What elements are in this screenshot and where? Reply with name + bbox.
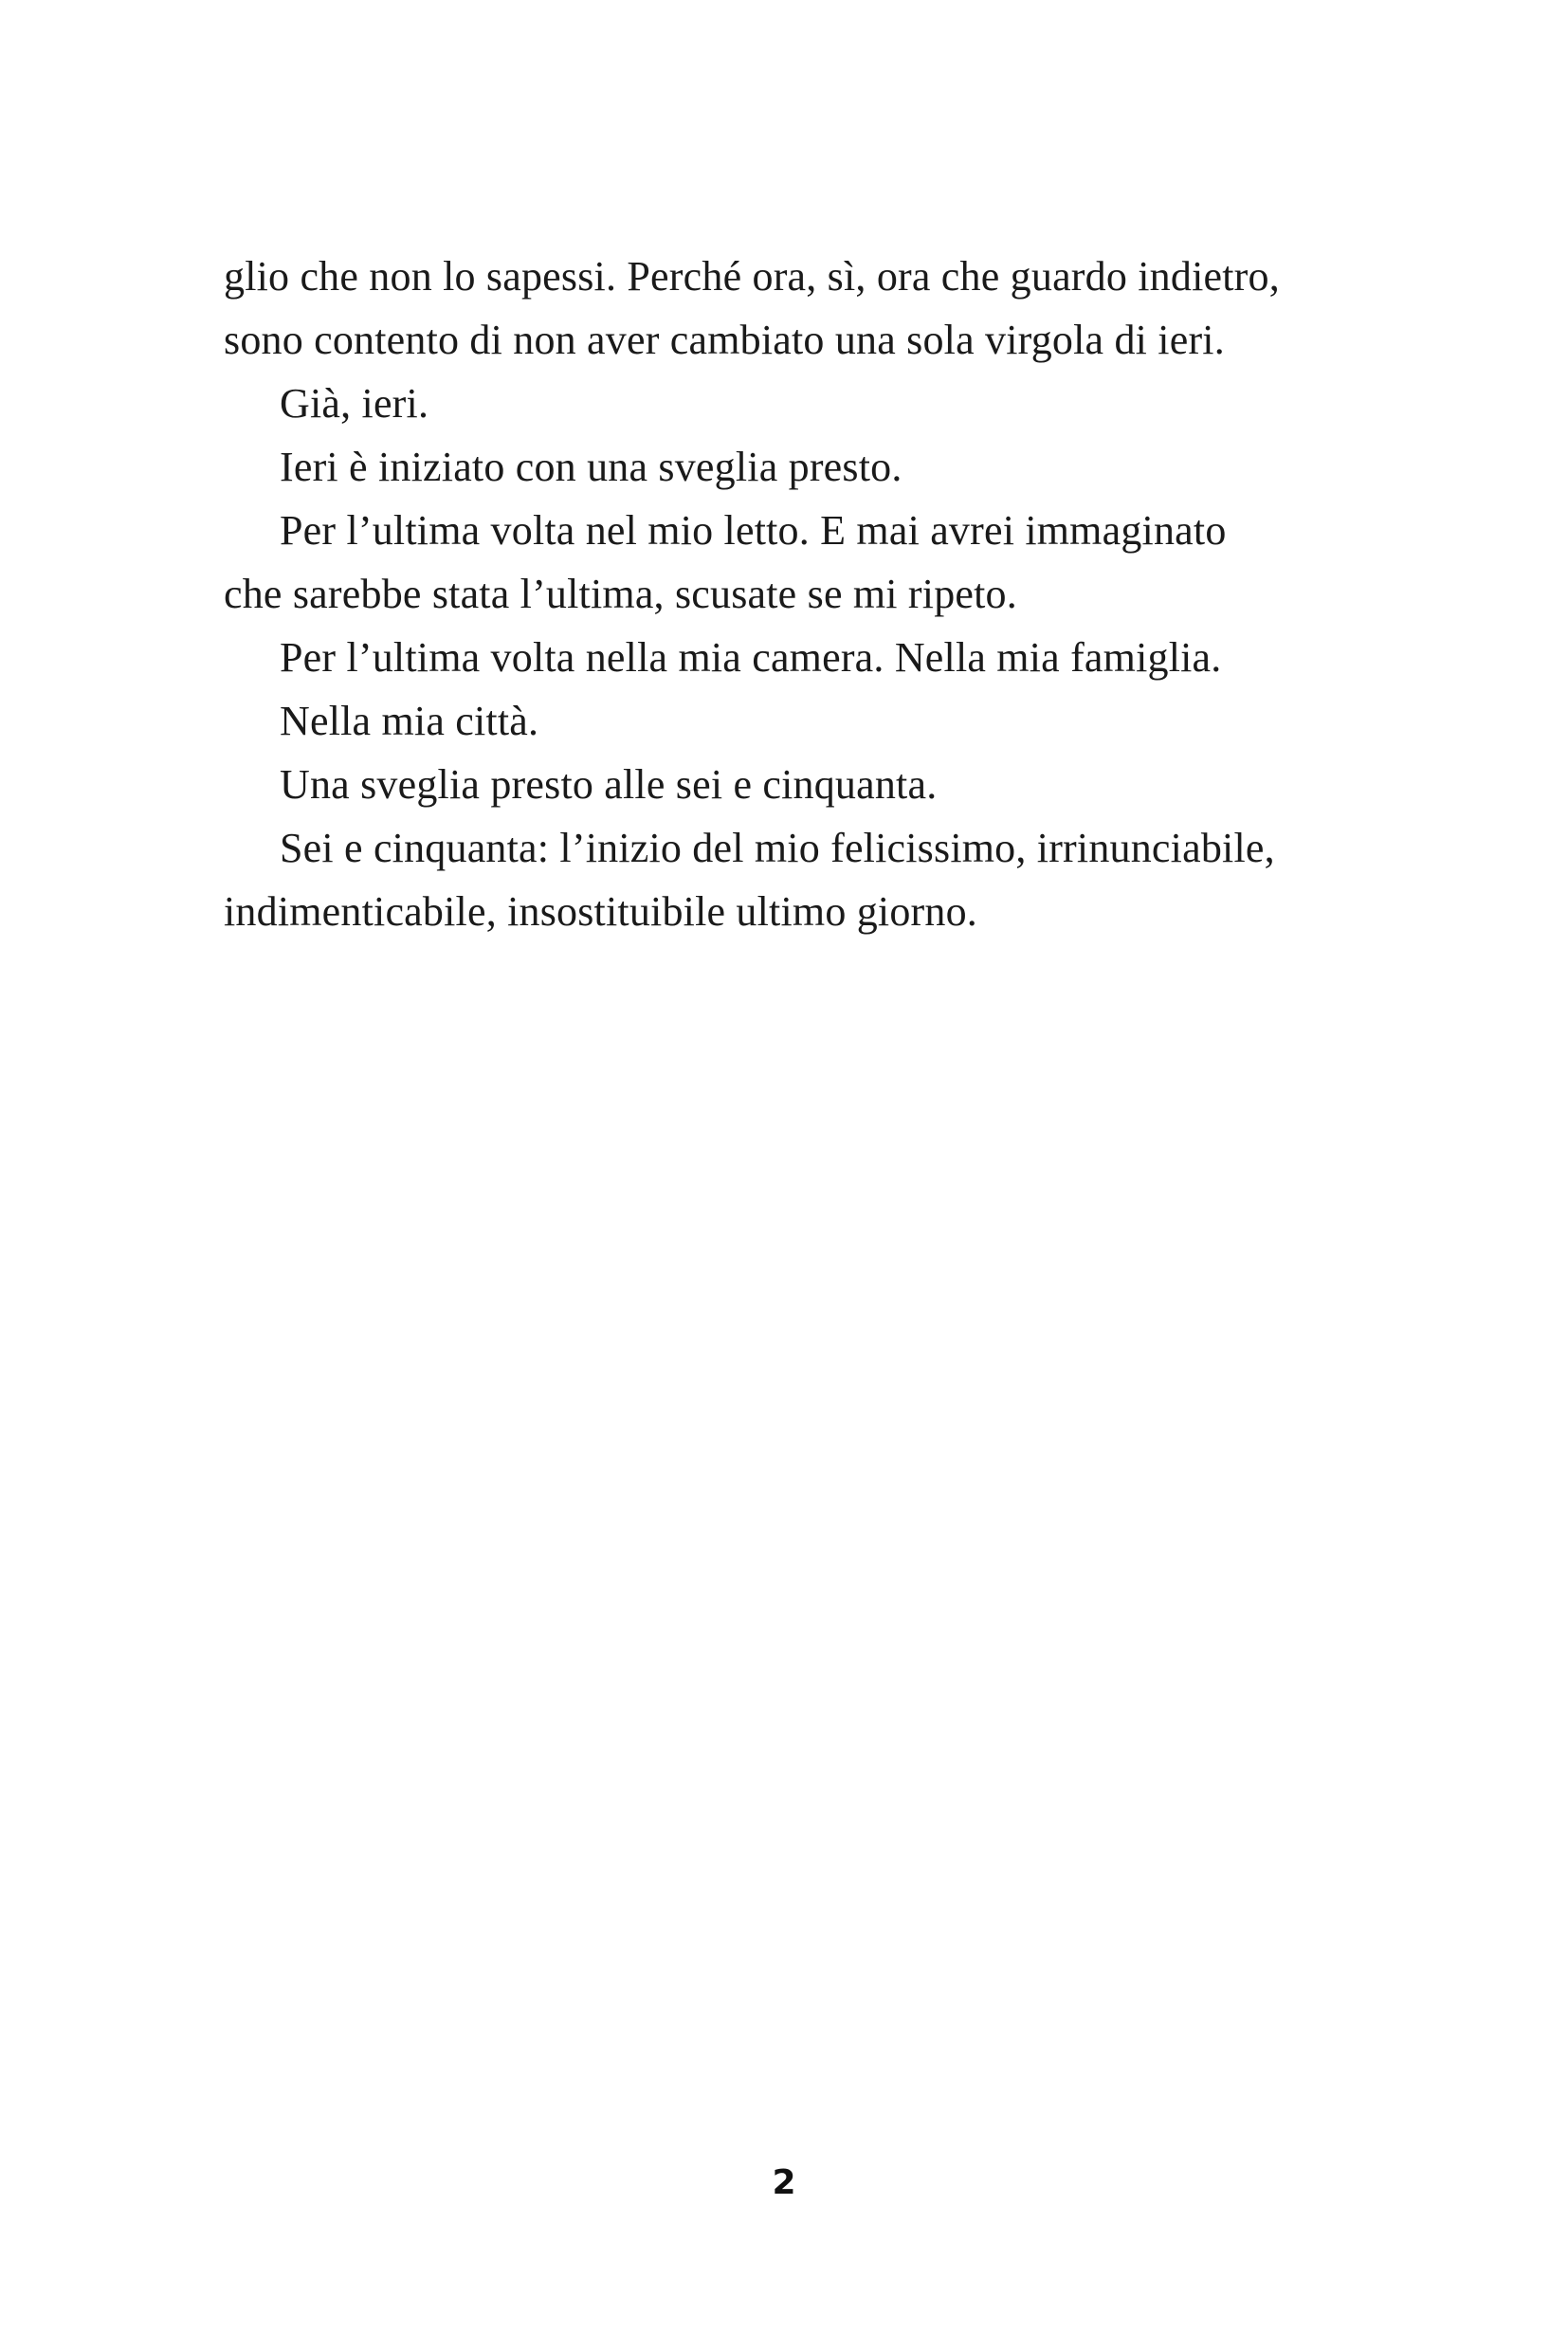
text-line: sono contento di non aver cambiato una sola virgola di ieri. xyxy=(224,317,1225,363)
text-line: che sarebbe stata l’ultima, scusate se mi ripeto. xyxy=(224,571,1017,617)
text-line: Ieri è iniziato con una sveglia presto. xyxy=(280,444,903,490)
body-text xyxy=(224,245,1361,943)
text-line: Una sveglia presto alle sei e cinquanta. xyxy=(280,761,938,808)
text-line: Già, ieri. xyxy=(280,380,429,427)
text-line: indimenticabile, insostituibile ultimo giorno. xyxy=(224,888,978,935)
text-line: Nella mia città. xyxy=(280,698,539,744)
text-line: glio che non lo sapessi. Perché ora, sì, ora che guardo indietro, xyxy=(224,253,1280,300)
page-number: 2 xyxy=(772,2163,796,2202)
text-line: Sei e cinquanta: l’inizio del mio felicissimo, irrinunciabile, xyxy=(280,825,1275,871)
text-line: Per l’ultima volta nel mio letto. E mai avrei immaginato xyxy=(280,507,1227,554)
text-line: Per l’ultima volta nella mia camera. Nella mia famiglia. xyxy=(280,634,1222,681)
